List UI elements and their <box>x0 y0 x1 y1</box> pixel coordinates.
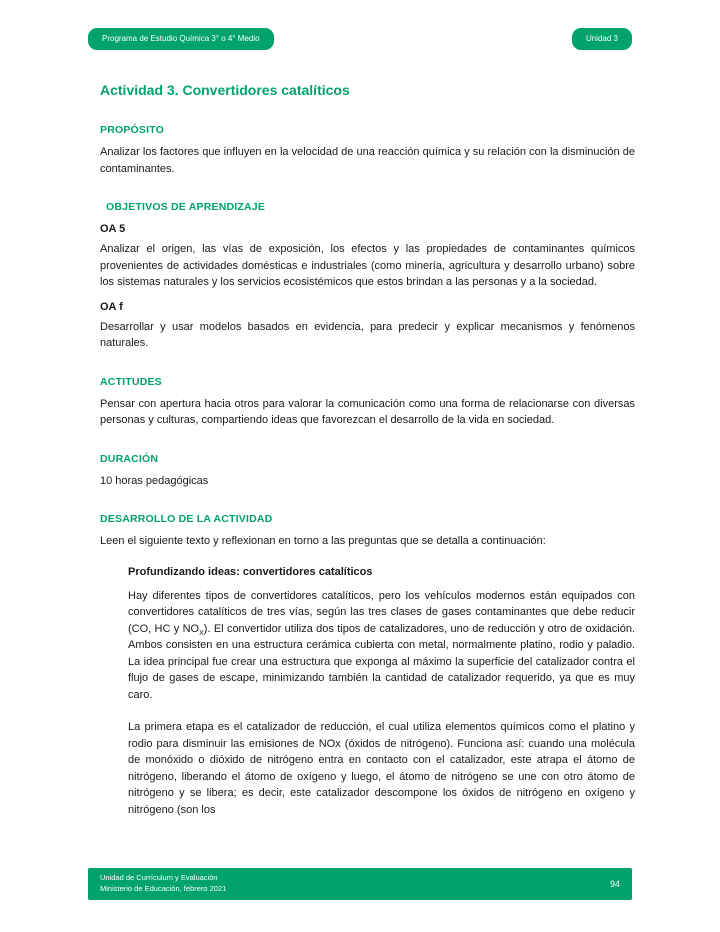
program-badge: Programa de Estudio Química 3° o 4° Medio <box>88 28 274 50</box>
desarrollo-intro: Leen el siguiente texto y reflexionan en torno a las preguntas que se detalla a continuación: <box>100 535 546 547</box>
proposito-heading: PROPÓSITO <box>100 124 165 136</box>
actitudes-heading: ACTITUDES <box>100 375 162 388</box>
reading-paragraph-2: La primera etapa es el catalizador de reducción, el cual utiliza elementos químicos como el platino y rodio para disminuir las emisiones de NOx (óxidos de nitrógeno). Funciona así: cuando una molécula de monóxido o dióxido de nitrógeno entra en contacto con el catalizador, este atrapa el átomo de nitrógeno, liberando el átomo de oxígeno y luego, el átomo de nitrógeno se une con otro átomo de nitrógeno y se libera; es decir, este catalizador descompone los óxidos de nitrógeno en oxígeno y nitrógeno (son los <box>128 721 635 816</box>
nox-subscript: X <box>199 629 204 637</box>
oaf-label: OA f <box>100 300 123 313</box>
footer-line-2: Ministerio de Educación, febrero 2021 <box>100 884 227 893</box>
actitudes-body: Pensar con apertura hacia otros para valorar la comunicación como una forma de relacionarse con diversas personas y culturas, compartiendo ideas que favorezcan el desarrollo de la vida en sociedad. <box>100 397 635 426</box>
reading-paragraph-1-text-b: ). El convertidor utiliza dos tipos de catalizadores, uno de reducción y otro de oxidación. Ambos consisten en una estructura cerámica cubierta con metal, normalmente platino, rodio y paladio. La idea principal fue crear una estructura que exponga al máximo la superficie del catalizador contra el flujo de gases de escape, minimizando también la cantidad de catalizador requerido, ya que es muy caro. <box>128 622 636 701</box>
objetivos-heading: OBJETIVOS DE APRENDIZAJE <box>106 201 266 213</box>
oa5-label: OA 5 <box>100 223 126 235</box>
footer-line-1: Unidad de Currículum y Evaluación <box>100 873 218 883</box>
oaf-body: Desarrollar y usar modelos basados en evidencia, para predecir y explicar mecanismos y fenómenos naturales. <box>100 320 635 349</box>
unit-badge: Unidad 3 <box>572 28 632 50</box>
proposito-body: Analizar los factores que influyen en la velocidad de una reacción química y su relación con la disminución de contaminantes. <box>100 146 635 175</box>
reading-paragraph-1-text-a: Hay diferentes tipos de convertidores catalíticos, pero los vehículos modernos están equipados con convertidores catalíticos de tres vías, según las tres clases de gases contaminantes que debe reducir (CO, HC y NO <box>128 589 635 635</box>
desarrollo-heading: DESARROLLO DE LA ACTIVIDAD <box>100 513 273 525</box>
page-content <box>100 82 635 834</box>
reading-title: Profundizando ideas: convertidores catalíticos <box>128 565 373 578</box>
oa5-body: Analizar el origen, las vías de exposición, los efectos y las propiedades de contaminantes químicos provenientes de actividades domésticas e industriales (como minería, agricultura y desarrollo urbano) sobre los sistemas naturales y los servicios ecosistémicos que estos brindan a las personas y a la sociedad. <box>100 243 635 288</box>
duracion-heading: DURACIÓN <box>100 452 159 465</box>
page-header <box>88 28 632 52</box>
footer-credits <box>100 873 226 895</box>
page-footer <box>88 868 632 900</box>
reading-block <box>128 566 635 819</box>
duracion-body: 10 horas pedagógicas <box>100 474 209 487</box>
page-number: 94 <box>609 879 620 889</box>
activity-title: Actividad 3. Convertidores catalíticos <box>100 82 350 98</box>
reading-paragraph-1 <box>128 588 635 704</box>
